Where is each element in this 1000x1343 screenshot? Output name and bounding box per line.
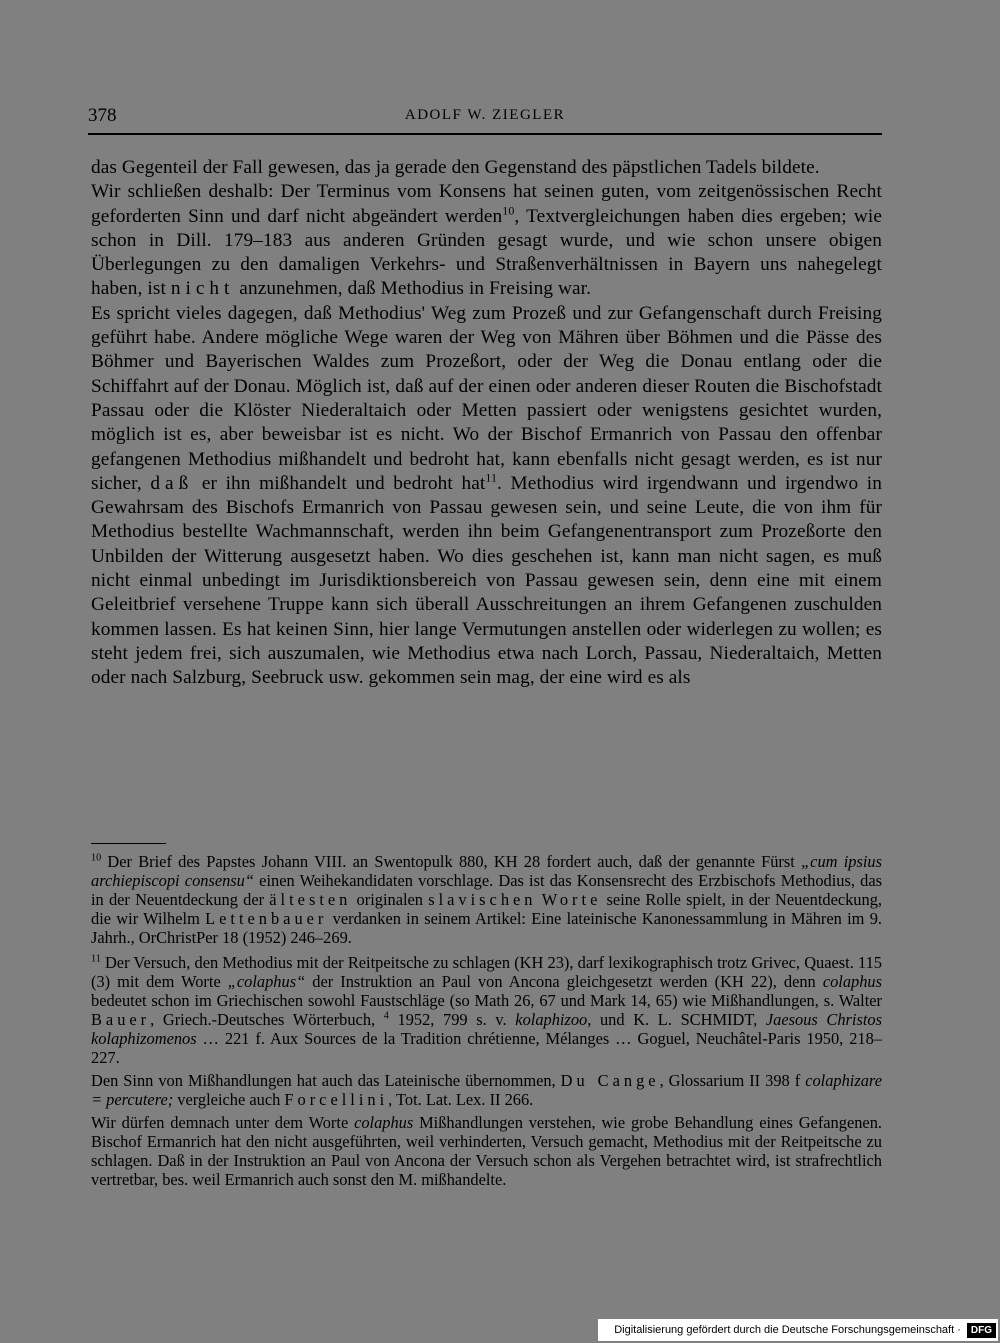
footnote-ref-10[interactable]: 10	[502, 203, 515, 218]
footnote-11-text: , Griech.-Deutsches Wörterbuch,	[150, 1010, 384, 1029]
footnotes	[91, 852, 882, 1195]
footnote-11-text: , Glossarium II 398 f	[659, 1071, 806, 1090]
footnote-11-text: , und K. L. SCHMIDT,	[587, 1010, 766, 1029]
footnote-11-text: , Tot. Lat. Lex. II 266.	[388, 1090, 534, 1109]
footnote-11-text: bedeutet schon im Griechischen sowohl Faustschläge (so Math 26, 67 und Mark 14, 65) wie Mißhandlungen, s. Walter	[91, 991, 882, 1010]
paragraph-3-text-b: er ihn mißhandelt und bedroht hat	[193, 472, 486, 494]
author-name: Bauer	[91, 1010, 151, 1029]
footnote-10-quote: „cum ipsius archiepiscopi consensu“	[91, 852, 882, 890]
footnote-11-text: Mißhandlungen verstehen, wie grobe Behandlung eines Gefangenen. Bischof Ermanrich hat den nicht ausgeführten, weil verhinderten, Versuch gemacht, Methodius mit der Reitpeitsche zu schlagen. Daß in der Instruktion an Paul von Ancona der Versuch schon als Vergehen betrachtet wird, ist strafrechtlich vertretbar, bes. weil Ermanrich auch sonst den M. mißhandelte.	[91, 1113, 882, 1189]
footnote-11-text: Wir dürfen demnach unter dem Worte	[91, 1113, 355, 1132]
footnote-ref-11[interactable]: 11	[485, 470, 498, 485]
italic-word: colaphus	[822, 972, 882, 991]
paragraph-3	[91, 302, 882, 691]
dfg-logo-icon: DFG	[967, 1323, 996, 1338]
paragraph-2-text-c: anzunehmen, daß Methodius in Freising war.	[234, 278, 592, 300]
author-name: Forcellini	[284, 1090, 389, 1109]
footnote-10-text: verdanken in seinem Artikel: Eine lateinische Kanonessammlung in Mähren im 9. Jahrh., OrChristPer 18 (1952) 246–269.	[91, 909, 882, 947]
footnote-10-mark: 10	[91, 852, 102, 864]
emphasis-dass: daß	[150, 472, 194, 494]
spaced-word: ältesten	[269, 890, 352, 909]
footnote-10	[91, 852, 882, 947]
paragraph-2-text-b: , Textvergleichungen haben dies ergeben; wie schon in Dill. 179–183 aus anderen Gründen gesagt wurde, und wie schon unsere obigen Überlegungen zu den damaligen Verkehrs- und Straßenverhältnissen in Bayern uns nahegelegt haben, ist	[91, 205, 882, 300]
italic-word: colaphus	[354, 1113, 414, 1132]
footnote-11	[91, 953, 882, 1067]
dfg-banner-text: Digitalisierung gefördert durch die Deutsche Forschungsgemeinschaft ·	[614, 1324, 961, 1336]
page-number: 378	[88, 105, 117, 126]
footnote-10-text: seine Rolle spielt, in der Neuentdeckung, die wir Wilhelm	[91, 890, 882, 928]
footnote-11-text: Den Sinn von Mißhandlungen hat auch das Lateinische übernommen,	[91, 1071, 561, 1090]
italic-word: kolaphizoo	[515, 1010, 588, 1029]
footnote-11-mark: 11	[91, 953, 101, 965]
paragraph-1-text: das Gegenteil der Fall gewesen, das ja gerade den Gegenstand des päpstlichen Tadels bildete.	[91, 157, 820, 178]
emphasis-nicht: nicht	[170, 278, 235, 300]
spaced-word: Worte	[541, 890, 602, 909]
footnote-10-text: Der Brief des Papstes Johann VIII. an Swentopulk 880, KH 28 fordert auch, daß der genannte Fürst	[101, 852, 802, 871]
paragraph-3-text-a: Es spricht vieles dagegen, daß Methodius' Weg zum Prozeß und zur Gefangenschaft durch Freising geführt habe. Andere mögliche Wege waren der Weg von Mähren über Böhmen und die Pässe des Böhmer und Bayerischen Waldes zum Prozeßort, oder der Weg die Donau entlang oder die Schiffahrt auf der Donau. Möglich ist, daß auf der einen oder anderen dieser Routen die Bischofstadt Passau oder die Klöster Niederaltaich oder Metten passiert oder wenigstens gesichtet wurden, möglich ist es, aber beweisbar ist es nicht. Wo der Bischof Ermanrich von Passau den offenbar gefangenen Methodius mißhandelt und bedroht hat, kann ebenfalls nicht gesagt werden, es ist nur sicher,	[91, 302, 882, 494]
main-text	[91, 156, 882, 691]
italic-word: „colaphus“	[227, 972, 306, 991]
running-head: ADOLF W. ZIEGLER	[404, 107, 566, 123]
page-header	[88, 103, 882, 135]
author-name: Lettenbauer	[205, 909, 328, 928]
italic-phrase: colaphizare = percutere;	[91, 1071, 882, 1109]
footnote-11-continuation-1	[91, 1071, 882, 1109]
paragraph-2	[91, 180, 882, 301]
footnote-11-text: … 221 f. Aux Sources de la Tradition chrétienne, Mélanges … Goguel, Neuchâtel-Paris 1950, 218–227.	[91, 1029, 882, 1067]
author-name: Du Cange	[560, 1071, 660, 1090]
footnote-11-text: der Instruktion an Paul von Ancona gleichgesetzt werden (KH 22), denn	[305, 972, 823, 991]
footnote-10-text: einen Weihekandidaten vorschlage. Das ist das Konsensrecht des Erzbischofs Methodius, das in der Neuentdeckung der	[91, 871, 882, 909]
spaced-word: slavischen	[428, 890, 537, 909]
paragraph-3-text-c: . Methodius wird irgendwann und irgendwo in Gewahrsam des Bischofs Ermanrich von Passau gewesen sein, und seine Leute, die von ihm für Methodius bestellte Wachmannschaft, werden ihn beim Gefangenentransport zum Prozeßorte den Unbilden der Witterung ausgesetzt haben. Wo dies geschehen ist, kann man nicht sagen, es muß nicht einmal unbedingt im Jurisdiktionsbereich von Passau gewesen sein, denn eine mit einem Geleitbrief versehene Truppe kann sich überall Ausschreitungen an ihrem Gefangenen zuschulden kommen lassen. Es hat keinen Sinn, hier lange Vermutungen anstellen oder widerlegen zu wollen; es steht jedem frei, sich auszumalen, wie Methodius etwa nach Lorch, Passau, Niederaltaich, Metten oder nach Salzburg, Seebruck usw. gekommen sein mag, der eine wird es als	[91, 472, 883, 689]
footnote-11-text: vergleiche auch	[173, 1090, 285, 1109]
italic-title: Jaesous Christos kolaphizomenos	[91, 1010, 882, 1048]
paragraph-1	[91, 156, 882, 180]
dfg-banner	[598, 1319, 998, 1341]
paragraph-2-text-a: Wir schließen deshalb: Der Terminus vom Konsens hat seinen guten, vom zeitgenössischen Recht geforderten Sinn und darf nicht abgeändert werden	[91, 181, 882, 227]
edition-number: 4	[383, 1010, 389, 1022]
footnote-11-continuation-2	[91, 1113, 882, 1189]
footnote-11-text: 1952, 799 s. v.	[388, 1010, 516, 1029]
footnote-11-text: Der Versuch, den Methodius mit der Reitpeitsche zu schlagen (KH 23), darf lexikographisch trotz Grivec, Quaest. 115 (3) mit dem Worte	[91, 953, 882, 991]
footnote-10-text: originalen	[351, 890, 429, 909]
footnote-divider	[91, 843, 166, 844]
